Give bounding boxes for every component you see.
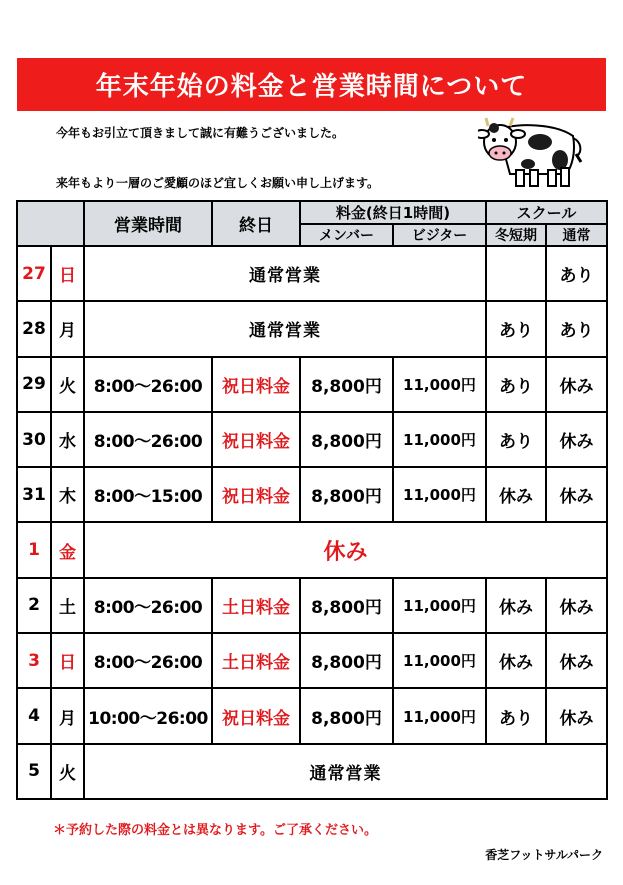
day-cell: 火 [51, 357, 84, 412]
header-hours: 営業時間 [84, 201, 212, 246]
hours-cell: 8:00～26:00 [84, 578, 212, 633]
rate-type-cell: 祝日料金 [212, 357, 300, 412]
date-cell: 29 [17, 357, 51, 412]
greeting-line-1: 今年もお引立て頂きまして誠に有難うございました。 [56, 126, 345, 140]
table-row [17, 688, 607, 743]
rate-type-cell: 祝日料金 [212, 467, 300, 522]
day-cell: 火 [51, 744, 84, 799]
table-row [17, 301, 607, 356]
day-cell: 土 [51, 578, 84, 633]
regular-school-cell: あり [546, 246, 607, 301]
date-cell: 2 [17, 578, 51, 633]
winter-school-cell: 休み [486, 578, 546, 633]
date-cell: 1 [17, 522, 51, 577]
table-row [17, 578, 607, 633]
header-regular: 通常 [546, 224, 607, 246]
table-row [17, 744, 607, 799]
shop-name: 香芝フットサルパーク [485, 848, 603, 862]
regular-school-cell: 休み [546, 467, 607, 522]
hours-cell: 10:00～26:00 [84, 688, 212, 743]
hours-cell: 8:00～26:00 [84, 357, 212, 412]
member-fee-cell: 8,800円 [300, 633, 393, 688]
header-blank [17, 201, 84, 246]
regular-school-cell: 休み [546, 578, 607, 633]
regular-school-cell: 休み [546, 688, 607, 743]
winter-school-cell: あり [486, 357, 546, 412]
winter-school-cell: 休み [486, 467, 546, 522]
member-fee-cell: 8,800円 [300, 412, 393, 467]
regular-school-cell: 休み [546, 633, 607, 688]
header-row-1 [17, 201, 607, 224]
day-cell: 日 [51, 633, 84, 688]
cow-illustration [478, 112, 588, 192]
header-visitor: ビジター [393, 224, 486, 246]
fee-note: ＊予約した際の料金とは異なります。ご了承ください。 [53, 823, 377, 838]
rate-type-cell: 土日料金 [212, 578, 300, 633]
rate-type-cell: 土日料金 [212, 633, 300, 688]
regular-school-cell: あり [546, 301, 607, 356]
member-fee-cell: 8,800円 [300, 688, 393, 743]
date-cell: 28 [17, 301, 51, 356]
day-cell: 月 [51, 301, 84, 356]
header-allday: 終日 [212, 201, 300, 246]
hours-cell: 8:00～26:00 [84, 412, 212, 467]
header-winter: 冬短期 [486, 224, 546, 246]
header-school: スクール [486, 201, 607, 224]
header-fee: 料金(終日1時間) [300, 201, 486, 224]
business-status-cell: 通常営業 [84, 301, 486, 356]
schedule-table [16, 200, 608, 800]
winter-school-cell: あり [486, 301, 546, 356]
hours-cell: 8:00～15:00 [84, 467, 212, 522]
visitor-fee-cell: 11,000円 [393, 467, 486, 522]
closed-cell: 休み [84, 522, 607, 577]
winter-school-cell: あり [486, 688, 546, 743]
visitor-fee-cell: 11,000円 [393, 357, 486, 412]
date-cell: 31 [17, 467, 51, 522]
regular-school-cell: 休み [546, 412, 607, 467]
day-cell: 日 [51, 246, 84, 301]
visitor-fee-cell: 11,000円 [393, 688, 486, 743]
date-cell: 4 [17, 688, 51, 743]
day-cell: 月 [51, 688, 84, 743]
visitor-fee-cell: 11,000円 [393, 633, 486, 688]
member-fee-cell: 8,800円 [300, 578, 393, 633]
page-title: 年末年始の料金と営業時間について [17, 58, 606, 111]
member-fee-cell: 8,800円 [300, 467, 393, 522]
winter-school-cell: 休み [486, 633, 546, 688]
visitor-fee-cell: 11,000円 [393, 412, 486, 467]
winter-school-cell: あり [486, 412, 546, 467]
hours-cell: 8:00～26:00 [84, 633, 212, 688]
member-fee-cell: 8,800円 [300, 357, 393, 412]
visitor-fee-cell: 11,000円 [393, 578, 486, 633]
table-row [17, 467, 607, 522]
header-member: メンバー [300, 224, 393, 246]
day-cell: 水 [51, 412, 84, 467]
table-row [17, 633, 607, 688]
date-cell: 27 [17, 246, 51, 301]
table-row [17, 522, 607, 577]
greeting-line-2: 来年もより一層のご愛顧のほど宜しくお願い申し上げます。 [56, 176, 380, 190]
date-cell: 30 [17, 412, 51, 467]
table-row [17, 246, 607, 301]
day-cell: 金 [51, 522, 84, 577]
day-cell: 木 [51, 467, 84, 522]
winter-school-cell [486, 246, 546, 301]
table-row [17, 357, 607, 412]
regular-school-cell: 休み [546, 357, 607, 412]
rate-type-cell: 祝日料金 [212, 688, 300, 743]
rate-type-cell: 祝日料金 [212, 412, 300, 467]
business-status-cell: 通常営業 [84, 744, 607, 799]
table-row [17, 412, 607, 467]
date-cell: 3 [17, 633, 51, 688]
business-status-cell: 通常営業 [84, 246, 486, 301]
date-cell: 5 [17, 744, 51, 799]
